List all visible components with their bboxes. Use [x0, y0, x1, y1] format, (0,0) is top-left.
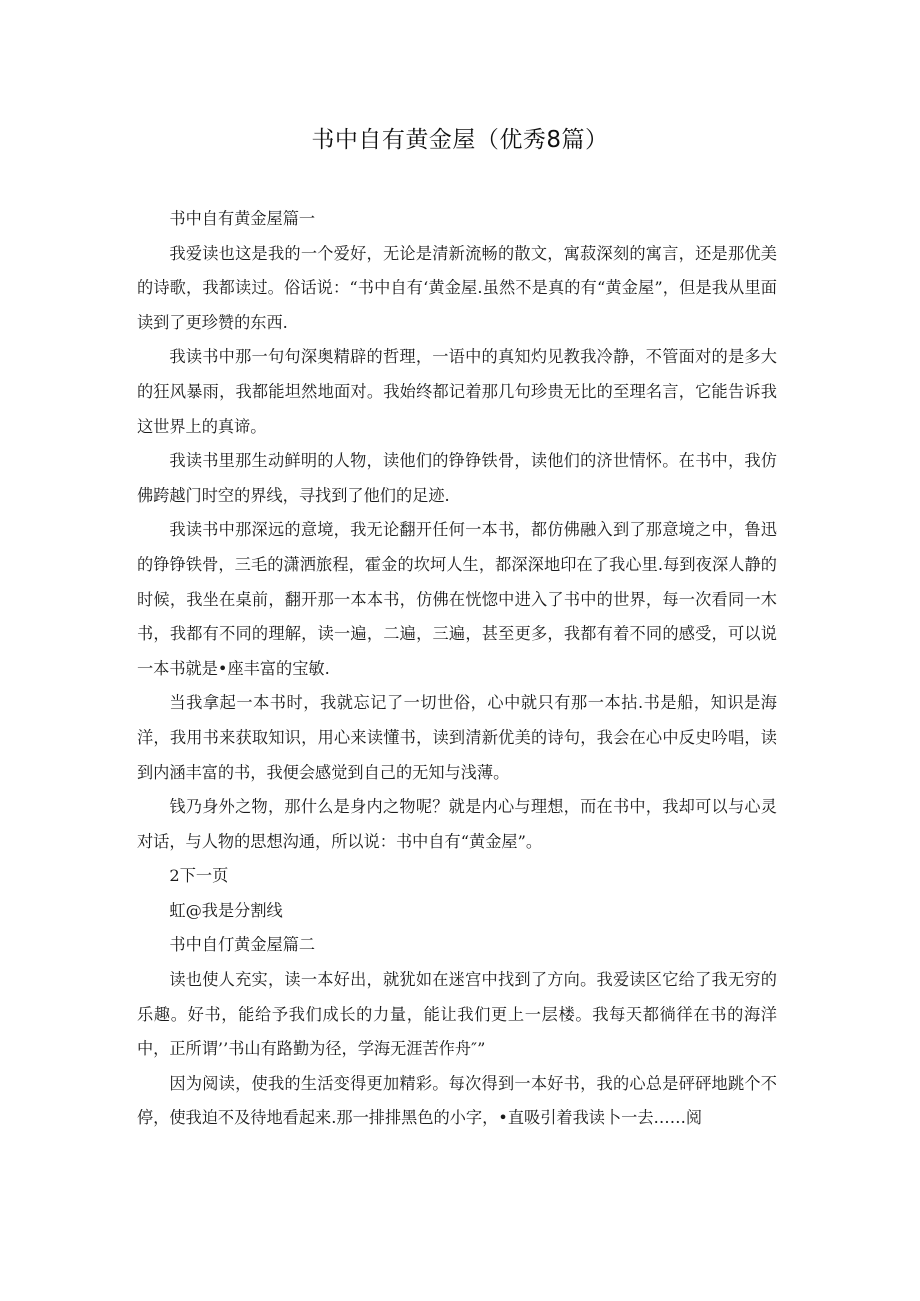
paragraph: 我读书中那深远的意境，我无论翻开任何一本书，都仿佛融入到了那意境之中，鲁迅的铮铮铁骨，三毛的潇洒旅程，霍金的坎坷人生，都深深地印在了我心里.每到夜深人静的时候，我坐在桌前，翻开那一本本书，仿佛在恍惚中进入了书中的世界，每一次看同一木书，我都有不同的理解，读一遍，二遍，三遍，甚至更多，我都有着不同的感受，可以说一本书就是•座丰富的宝敏.	[137, 520, 777, 678]
paragraph: 当我拿起一本书时，我就忘记了一切世俗，心中就只有那一本拈.书是船，知识是海洋，我用书来获取知识，用心来读懂书，读到清新优美的诗句，我会在心中反史吟唱，读到内涵丰富的书，我便会感觉到自己的无知与浅薄。	[137, 693, 777, 782]
divider-text: 虹@我是分割线	[169, 900, 283, 920]
paragraph: 我读书中那一句句深奥精辟的哲理，一语中的真知灼见教我冷静，不管面对的是多大的狂风暴雨，我都能坦然地面对。我始终都记着那几句珍贵无比的至理名言，它能告诉我这世界上的真谛。	[137, 347, 777, 436]
next-page-link[interactable]: 2下一页	[169, 866, 229, 886]
section-heading-2: 书中自仃黄金屋篇二	[169, 935, 316, 955]
paragraph: 读也使人充实，读一本好出，就犹如在迷宫中找到了方向。我爱读区它给了我无穷的乐趣。好书，能给予我们成长的力量，能让我们更上一层楼。我每天都徜徉在书的海洋中，正所谓’’书山有路勤为径，学海无涯苦作舟″”	[137, 970, 777, 1059]
document-title: 书中自有黄金屋（优秀8篇）	[311, 127, 609, 153]
section-heading-1: 书中自有黄金屋篇一	[169, 209, 316, 228]
paragraph: 因为阅读，使我的生活变得更加精彩。每次得到一本好书，我的心总是砰砰地跳个不停，使我迫不及待地看起来.那一排排黑色的小字，•直吸引着我读卜一去……阅	[137, 1073, 777, 1128]
document-body	[137, 202, 777, 1136]
paragraph: 钱乃身外之物，那什么是身内之物呢？就是内心与理想，而在书中，我却可以与心灵对话，与人物的思想沟通，所以说：书中自有“黄金屋”。	[137, 797, 777, 851]
paragraph: 我读书里那生动鲜明的人物，读他们的铮铮铁骨，读他们的济世情怀。在书中，我仿佛跨越门时空的界线，寻找到了他们的足迹.	[137, 451, 777, 505]
paragraph: 我爱读也这是我的一个爱好，无论是清新流畅的散文，寓菽深刻的寓言，还是那优美的诗歌，我都读过。俗话说：“书中自有‘黄金屋.虽然不是真的有“黄金屋”，但是我从里面读到了更珍赞的东西.	[137, 243, 777, 332]
